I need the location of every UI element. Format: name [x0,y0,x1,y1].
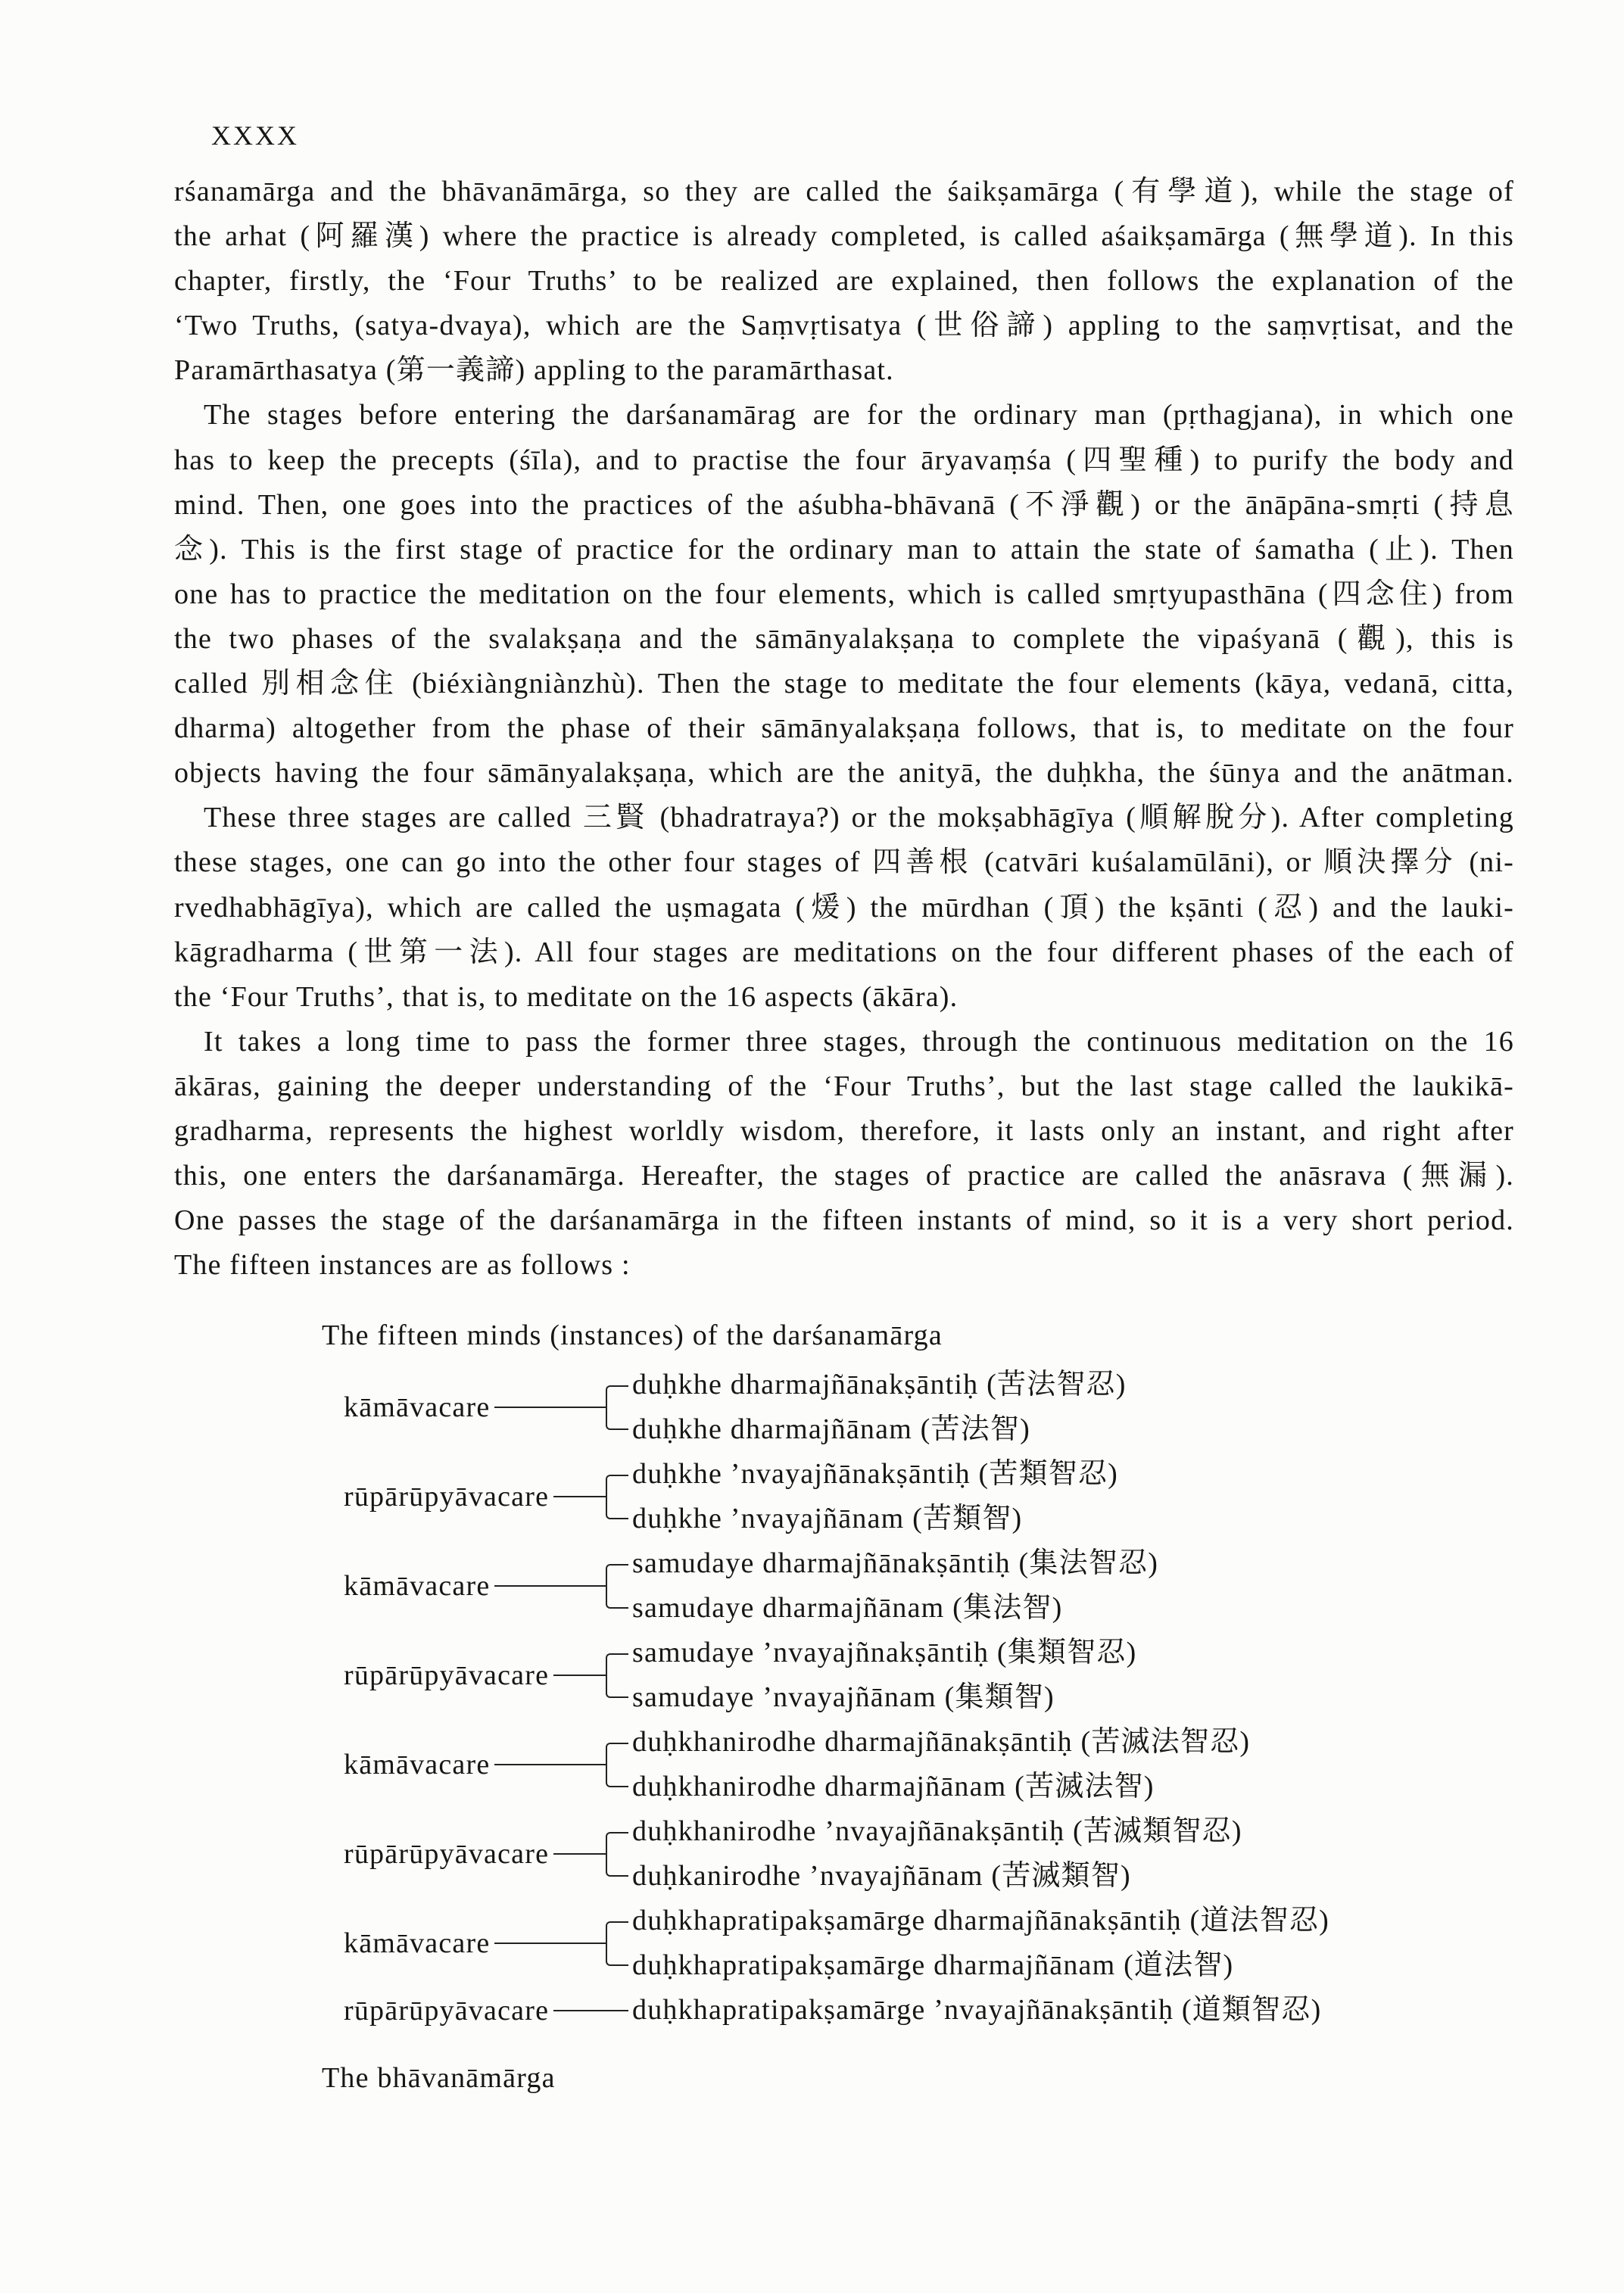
group-label: rūpārūpyāvacare [344,1838,550,1870]
diagram-group [344,1541,1555,1631]
connector-line [553,1675,606,1676]
bracket-connector [606,1653,628,1698]
diagram-group [344,1988,1555,2033]
diagram-item: duḥkhe dharmajñānam (苦法智) [632,1413,1030,1445]
text-line: gradharma, represents the highest worldly wisdom, therefore, it lasts only an instant, and right after [174,1114,1514,1147]
text-line: the ‘Four Truths’, that is, to meditate on the 16 aspects (ākāra). [174,980,959,1013]
diagram-item: duḥkhe ’nvayajñānakṣāntiḥ (苦類智忍) [632,1458,1119,1490]
bracket-connector [606,1475,628,1519]
diagram-group [344,1452,1555,1541]
text-line: Paramārthasatya (第一義諦) appling to the paramārthasat. [174,354,894,387]
text-line: It takes a long time to pass the former three stages, through the continuous meditation on the 16 [204,1025,1514,1058]
text-line: these stages, one can go into the other four stages of 四善根 (catvāri kuśalamūlāni), or 順決擇分 (ni- [174,846,1514,879]
diagram-item: duḥkhe ’nvayajñānam (苦類智) [632,1503,1023,1534]
diagram-item: samudaye dharmajñānam (集法智) [632,1592,1063,1624]
group-label: rūpārūpyāvacare [344,1994,550,2027]
bracket-connector [606,1564,628,1609]
paragraph-4 [174,1020,1514,1288]
diagram-item: samudaye dharmajñānakṣāntiḥ (集法智忍) [632,1547,1159,1579]
diagram-group [344,1363,1555,1452]
text-line: The stages before entering the darśanamārag are for the ordinary man (pṛthagjana), in which one [204,399,1514,431]
diagram-group [344,1809,1555,1899]
diagram-title: The fifteen minds (instances) of the darśanamārga [322,1319,943,1351]
diagram-item: duḥkhapratipakṣamārge dharmajñānam (道法智) [632,1949,1234,1981]
paragraph-3 [174,796,1514,1019]
diagram-item: duḥkhapratipakṣamārge dharmajñānakṣāntiḥ (道法智忍) [632,1905,1329,1936]
group-label: kāmāvacare [344,1570,491,1602]
text-line: dharma) altogether from the phase of their sāmānyalakṣaṇa follows, that is, to meditate on the four [174,712,1514,745]
text-line: the arhat (阿羅漢) where the practice is already completed, is called aśaikṣamārga (無學道). In this [174,220,1514,253]
diagram-item: duḥkhanirodhe dharmajñānam (苦滅法智) [632,1771,1155,1802]
group-label: rūpārūpyāvacare [344,1659,550,1691]
diagram-item: samudaye ’nvayajñānam (集類智) [632,1681,1055,1713]
connector-line [494,1764,606,1765]
bracket-connector [606,1743,628,1787]
bracket-connector [606,1385,628,1430]
text-line: The fifteen instances are as follows : [174,1249,631,1282]
text-line: called 別相念住 (biéxiàngniànzhù). Then the stage to meditate the four elements (kāya, vedanā, citta, [174,668,1514,700]
diagram-item: duḥkhe dharmajñānakṣāntiḥ (苦法智忍) [632,1369,1127,1400]
bracket-connector [606,1832,628,1877]
diagram-group [344,1631,1555,1720]
text-line: mind. Then, one goes into the practices of the aśubha-bhāvanā (不淨觀) or the ānāpāna-smṛti (持息 [174,488,1514,521]
text-line: this, one enters the darśanamārga. Hereafter, the stages of practice are called the anāsrava (無漏). [174,1160,1514,1192]
paragraph-2 [174,393,1514,796]
connector-line [553,2010,628,2011]
text-line: 念). This is the first stage of practice for the ordinary man to attain the state of śamatha (止). Then [174,533,1514,565]
text-line: rvedhabhāgīya), which are called the uṣmagata (煖) the mūrdhan (頂) the kṣānti (忍) and the lauki- [174,891,1514,924]
group-label: kāmāvacare [344,1749,491,1781]
connector-line [494,1407,606,1408]
connector-line [494,1943,606,1944]
diagram-item: duḥkhanirodhe ’nvayajñānakṣāntiḥ (苦滅類智忍) [632,1815,1242,1847]
text-line: kāgradharma (世第一法). All four stages are meditations on the four different phases of the each of [174,936,1514,968]
connector-line [553,1496,606,1497]
text-line: objects having the four sāmānyalakṣaṇa, which are the anityā, the duḥkha, the śūnya and the anātman. [174,757,1514,790]
text-line: ākāras, gaining the deeper understanding of the ‘Four Truths’, but the last stage called the laukikā- [174,1070,1514,1102]
diagram-item: duḥkanirodhe ’nvayajñānam (苦滅類智) [632,1860,1131,1892]
group-label: rūpārūpyāvacare [344,1481,550,1513]
bracket-connector [606,1921,628,1966]
diagram-group [344,1899,1555,1988]
group-label: kāmāvacare [344,1927,491,1959]
body-text [174,170,1514,1288]
text-line: chapter, firstly, the ‘Four Truths’ to be realized are explained, then follows the explanation of the [174,265,1514,298]
diagram-item: duḥkhanirodhe dharmajñānakṣāntiḥ (苦滅法智忍) [632,1726,1251,1758]
text-line: These three stages are called 三賢 (bhadratraya?) or the mokṣabhāgīya (順解脫分). After completing [204,802,1514,834]
text-line: one has to practice the meditation on the four elements, which is called smṛtyupasthāna (四念住) from [174,578,1514,610]
diagram-item: samudaye ’nvayajñnakṣāntiḥ (集類智忍) [632,1637,1137,1668]
text-line: ‘Two Truths, (satya-dvaya), which are the Saṃvṛtisatya (世俗諦) appling to the saṃvṛtisat, and the [174,310,1514,342]
diagram-group [344,1720,1555,1809]
section-heading: The bhāvanāmārga [322,2062,556,2094]
fifteen-minds-diagram [344,1363,1555,2033]
paragraph-1 [174,170,1514,393]
text-line: the two phases of the svalakṣaṇa and the sāmānyalakṣaṇa to complete the vipaśyanā (觀), this is [174,622,1514,655]
connector-line [553,1853,606,1855]
text-line: One passes the stage of the darśanamārga in the fifteen instants of mind, so it is a very short period. [174,1204,1514,1237]
text-line: rśanamārga and the bhāvanāmārga, so they are called the śaikṣamārga (有學道), while the stage of [174,176,1514,207]
connector-line [494,1585,606,1587]
text-line: has to keep the precepts (śīla), and to practise the four āryavaṃśa (四聖種) to purify the body and [174,444,1514,476]
diagram-item: duḥkhapratipakṣamārge ’nvayajñānakṣāntiḥ (道類智忍) [632,1994,1322,2026]
group-label: kāmāvacare [344,1391,491,1423]
page-header: XXXX [211,120,299,151]
